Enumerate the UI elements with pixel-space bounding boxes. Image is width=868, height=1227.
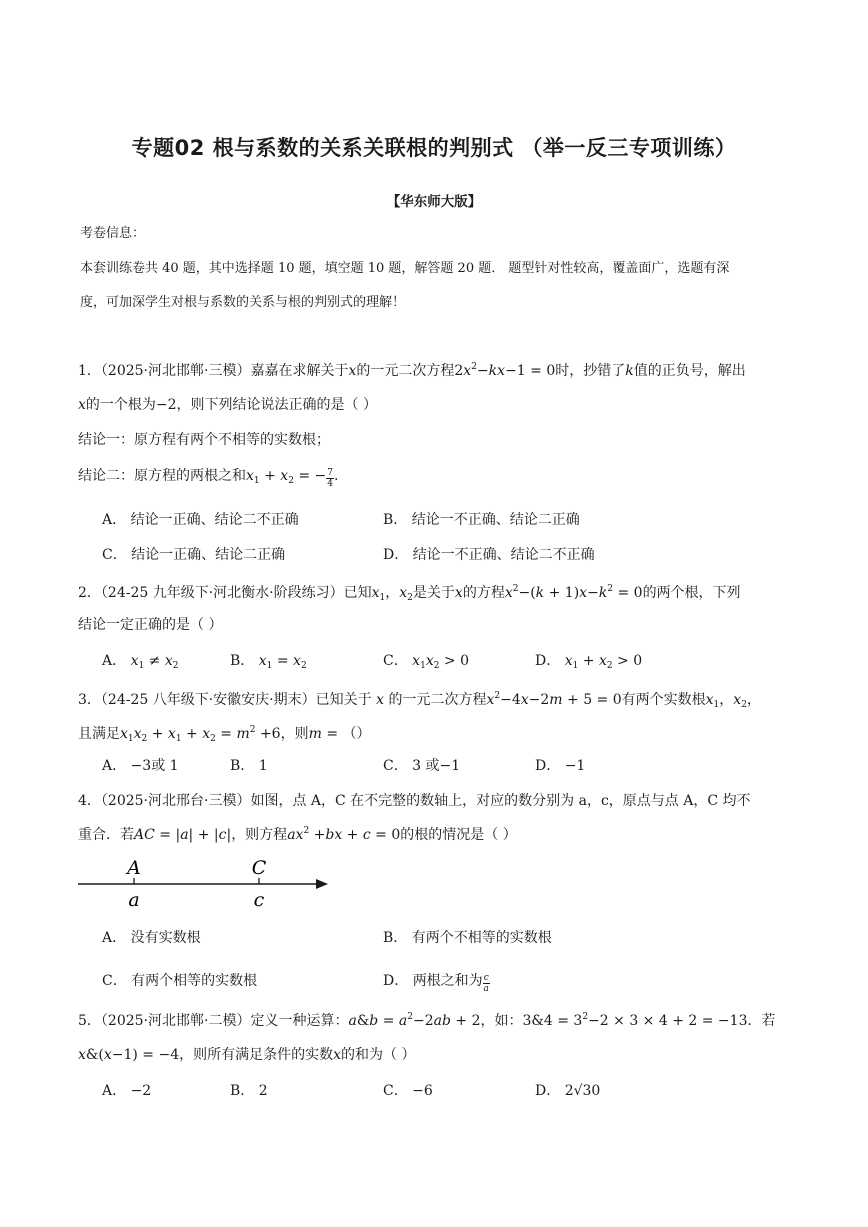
question-4-option-a[interactable]: A． 没有实数根 [102, 930, 201, 946]
question-3-line-1: 3．（24-25 八年级下·安徽安庆·期末）已知关于 x 的一元二次方程$x^2-4x-2m + 5 = 0$有两个实数根$x_1$，$x_2$， [78, 691, 761, 710]
question-5-option-d[interactable]: D． 2√30 [535, 1083, 601, 1099]
question-2-option-a[interactable]: A． $x_1 \ne x_2$ [102, 653, 179, 671]
point-a-label: A [127, 857, 141, 879]
question-4-option-b[interactable]: B． 有两个不相等的实数根 [383, 930, 552, 946]
question-2-option-d[interactable]: D． $x_1 + x_2 > 0$ [535, 653, 643, 671]
question-1-option-a[interactable]: A． 结论一正确、结论二不正确 [102, 512, 299, 528]
question-4-option-d[interactable]: D． 两根之和为 $\frac{c}{a}$ [383, 973, 489, 994]
question-source: （24-25 八年级下·安徽安庆·期末） [100, 692, 316, 708]
question-1-option-b[interactable]: B． 结论一不正确、结论二正确 [383, 512, 580, 528]
question-3-option-b[interactable]: B． 1 [230, 758, 268, 774]
question-3-option-d[interactable]: D． −1 [535, 758, 586, 774]
page-title: 专题02 根与系数的关系关联根的判别式 （举一反三专项训练） [131, 136, 737, 160]
info-line-1: 本套训练卷共 40 题，其中选择题 10 题，填空题 10 题，解答题 20 题． 题型针对性较高，覆盖面广，选题有深 [80, 261, 730, 276]
question-5-option-c[interactable]: C． −6 [383, 1083, 433, 1099]
question-source: （2025·河北邯郸·三模） [100, 363, 251, 379]
question-3-line-2: 且满足$x_1x_2 + x_1 + x_2 = m^2 +6$，则m = （） [78, 725, 371, 744]
question-source: （24-25 九年级下·河北衡水·阶段练习） [100, 585, 344, 601]
question-source: （2025·河北邯郸·二模） [100, 1013, 251, 1029]
arrow-head-icon [316, 879, 328, 889]
question-1-option-c[interactable]: C． 结论一正确、结论二正确 [102, 547, 286, 563]
question-4-option-c[interactable]: C． 有两个相等的实数根 [102, 973, 258, 989]
question-1-option-d[interactable]: D． 结论一不正确、结论二不正确 [383, 547, 595, 563]
question-source: （2025·河北邢台·三模） [100, 793, 251, 809]
question-3-option-a[interactable]: A． −3或 1 [102, 758, 179, 774]
question-2-option-b[interactable]: B． $x_1 = x_2$ [230, 653, 307, 671]
question-1-line-1: 1．（2025·河北邯郸·三模）嘉嘉在求解关于x的一元二次方程$2x^2-kx-1 = 0$时，抄错了k值的正负号，解出 [78, 362, 746, 379]
question-1-conclusion-1: 结论一：原方程有两个不相等的实数根； [78, 432, 330, 448]
question-1-line-2: x的一个根为−2，则下列结论说法正确的是（ ） [78, 397, 377, 413]
question-2-line-2: 结论一定正确的是（ ） [78, 617, 223, 633]
question-3-option-c[interactable]: C． 3 或−1 [383, 758, 461, 774]
info-heading: 考卷信息： [80, 226, 146, 241]
question-5-line-1: 5．（2025·河北邯郸·二模）定义一种运算：a&b = $a^2-2ab + 2$，如：3&4 = $3^2-2 \times 3 \times 4 + 2 = -13$．若 [78, 1012, 776, 1029]
number-line-figure [76, 852, 336, 912]
question-number: 1． [78, 363, 101, 379]
question-4-line-2: 重合．若AC = |a| + |c|，则方程$ax^2 +bx + c = 0$的根的情况是（ ） [78, 826, 517, 843]
question-5-line-2: x&(x−1) = −4，则所有满足条件的实数x的和为（ ） [78, 1047, 416, 1063]
question-2-line-1: 2．（24-25 九年级下·河北衡水·阶段练习）已知$x_1$，$x_2$是关于x的方程$x^2-(k + 1)x-k^2 = 0$的两个根，下列 [78, 584, 741, 603]
question-4-line-1: 4．（2025·河北邢台·三模）如图，点 A，C 在不完整的数轴上，对应的数分别为 a，c，原点与点 A，C 均不 [78, 793, 751, 809]
info-line-2: 度，可加深学生对根与系数的关系与根的判别式的理解！ [80, 295, 406, 310]
question-2-option-c[interactable]: C． $x_1x_2 > 0$ [383, 653, 469, 671]
edition-label: 【华东师大版】 [386, 194, 482, 210]
value-c-label: c [253, 889, 265, 911]
value-a-label: a [128, 889, 140, 911]
question-1-conclusion-2: 结论二：原方程的两根之和$x_1 + x_2$ = − $\frac{7}{4}$ . [78, 468, 339, 489]
point-c-label: C [251, 857, 267, 879]
question-5-option-a[interactable]: A． −2 [102, 1083, 152, 1099]
question-5-option-b[interactable]: B． 2 [230, 1083, 268, 1099]
